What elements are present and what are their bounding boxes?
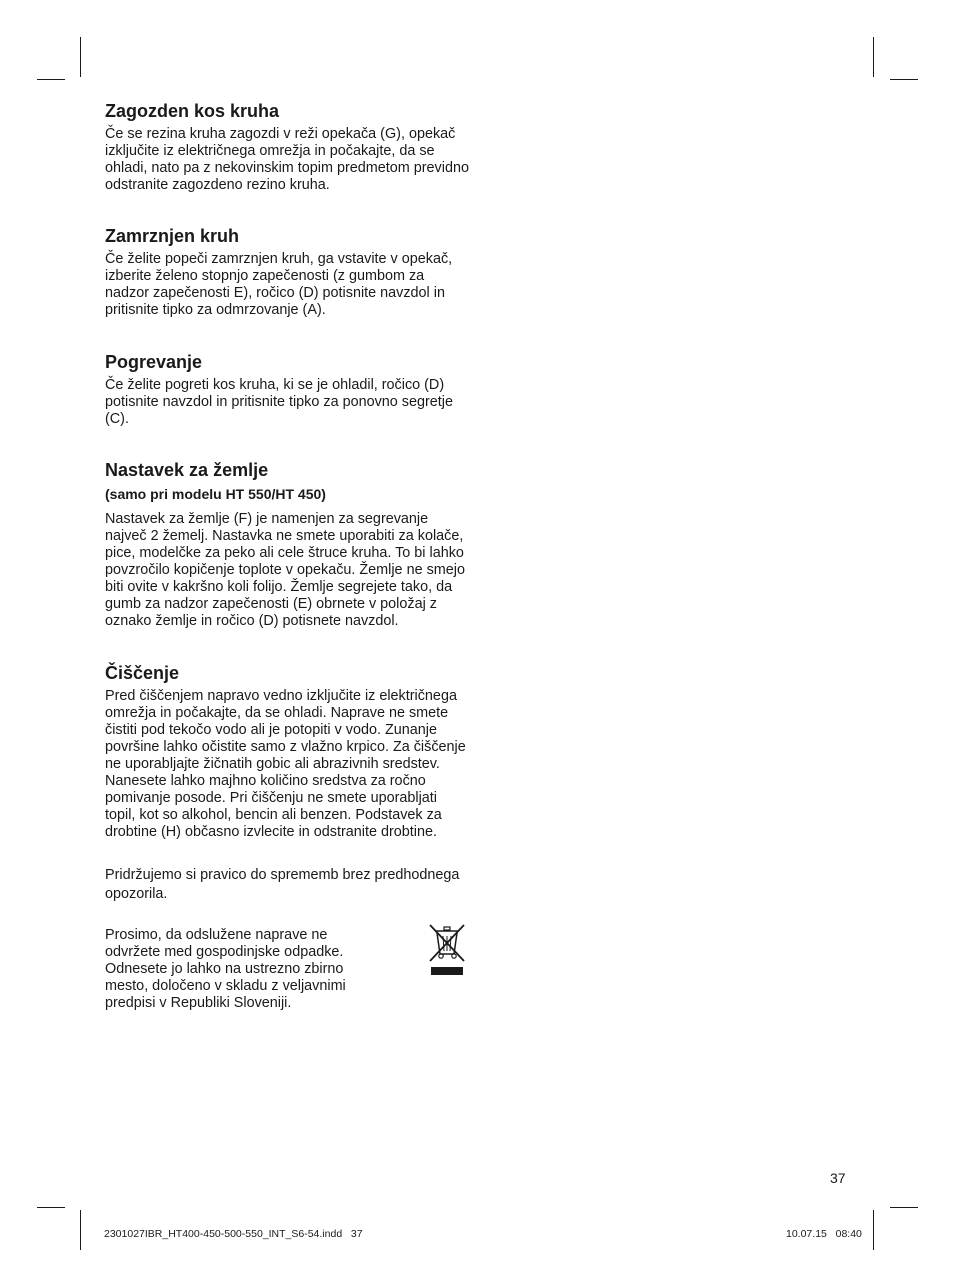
section-frozen-bread [105,226,470,319]
disposal-text: Prosimo, da odslužene naprave ne odvržete med gospodinjske odpadke. Odnesete jo lahko na ustrezno zbirno mesto, določeno v skladu z veljavnimi predpisi v Republiki Sloveniji. [105,927,346,1011]
section-bun-attachment [105,460,470,630]
crop-mark-top-left-horizontal [37,79,65,80]
text-column [105,101,470,1012]
section-heading: Zamrznjen kruh [105,226,240,246]
section-heading: Zagozden kos kruha [105,101,280,121]
footer-date: 10.07.15 08:40 [786,1228,862,1240]
crop-mark-bottom-right-vertical [873,1210,874,1250]
crop-mark-top-right-vertical [873,37,874,77]
section-body: Pred čiščenjem napravo vedno izključite iz električnega omrežja in počakajte, da se ohladi. Naprave ne smete čistiti pod tekočo vodo ali je potopiti v vodo. Zunanje površine lahko očistite samo z vlažno krpico. Za čiščenje ne uporabljajte žičnatih gobic ali abrazivnih sredstev. Nanesete lahko majhno količino sredstva za ročno pomivanje posode. Pri čiščenju ne smete uporabljati topil, kot so alkohol, bencin ali benzen. Podstavek za drobtine (H) občasno izvlecite in odstranite drobtine. [105,688,466,840]
section-body: Če želite popeči zamrznjen kruh, ga vstavite v opekač, izberite želeno stopnjo zapečenosti (z gumbom za nadzor zapečenosti E), ročico (D) potisnite navzdol in pritisnite tipko za odmrzovanje (A). [105,251,453,318]
footer-file-info: 2301027IBR_HT400-450-500-550_INT_S6-54.indd 37 [104,1228,363,1240]
crop-mark-bottom-left-horizontal [37,1207,65,1208]
page-number: 37 [830,1170,846,1186]
crop-mark-top-right-horizontal [890,79,918,80]
section-reheating [105,352,470,428]
section-jammed-bread [105,101,470,194]
crossed-out-wheelie-bin-icon [428,921,466,977]
section-body: Nastavek za žemlje (F) je namenjen za segrevanje največ 2 žemelj. Nastavka ne smete uporabiti za kolače, pice, modelčke za peko ali cele štruce kruha. To bi lahko povzročilo kopičenje toplote v opekaču. Žemlje ne smejo biti ovite v kakršno koli folijo. Žemlje segrejete tako, da gumb za nadzor zapečenosti (E) obrnete v položaj z oznako žemlje in ročico (D) potisnete navzdol. [105,511,465,629]
section-heading: Čiščenje [105,663,180,683]
crop-mark-bottom-left-vertical [80,1210,81,1250]
crop-mark-bottom-right-horizontal [890,1207,918,1208]
section-heading: Nastavek za žemlje [105,460,269,480]
crop-mark-top-left-vertical [80,37,81,77]
section-body: Če želite pogreti kos kruha, ki se je ohladil, ročico (D) potisnite navzdol in pritisnite tipko za ponovno segretje (C). [105,377,453,427]
section-subheading: (samo pri modelu HT 550/HT 450) [105,486,326,502]
section-body: Če se rezina kruha zagozdi v reži opekača (G), opekač izključite iz električnega omrežja in počakajte, da se ohladi, nato pa z nekovinskim topim predmetom previdno odstranite zagozdeno rezino kruha. [105,126,469,193]
disposal-notice [105,927,470,1012]
notice-text: Pridržujemo si pravico do sprememb brez predhodnega opozorila. [105,867,460,902]
section-cleaning [105,663,470,841]
section-heading: Pogrevanje [105,352,203,372]
